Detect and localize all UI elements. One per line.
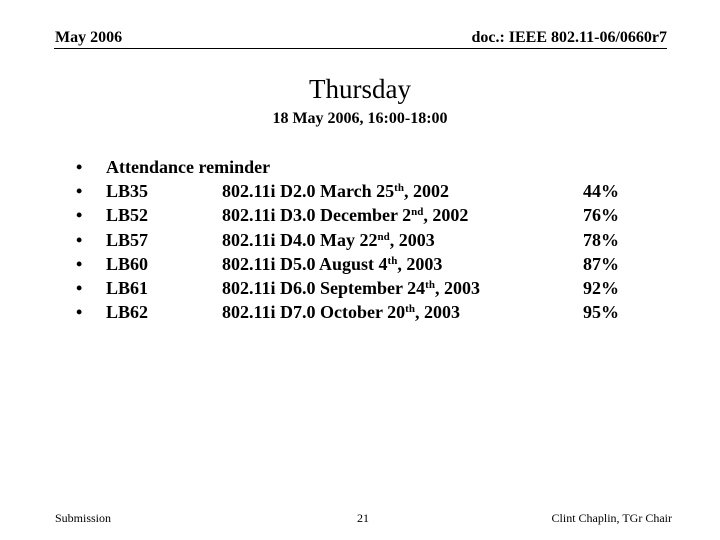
list-item-text: Attendance reminder bbox=[106, 157, 271, 177]
approval-percent: 76% bbox=[583, 205, 619, 226]
approval-percent: 78% bbox=[583, 229, 619, 250]
bullet-marker: • bbox=[76, 277, 83, 298]
footer-author: Clint Chaplin, TGr Chair bbox=[551, 511, 672, 525]
bullet-marker: • bbox=[76, 302, 83, 323]
approval-percent: 87% bbox=[583, 253, 619, 274]
bullet-marker: • bbox=[76, 253, 83, 274]
ballot-name: LB57 bbox=[106, 229, 149, 250]
bullet-marker: • bbox=[76, 157, 83, 177]
bullet-marker: • bbox=[76, 181, 83, 202]
header-date: May 2006 bbox=[55, 29, 123, 46]
footer-submission: Submission bbox=[55, 511, 112, 525]
page-number: 21 bbox=[357, 511, 369, 525]
approval-percent: 95% bbox=[583, 302, 619, 323]
list-item bbox=[76, 228, 676, 252]
ballot-name: LB60 bbox=[106, 253, 149, 274]
approval-percent: 92% bbox=[583, 277, 619, 298]
slide-title: Thursday bbox=[309, 74, 411, 104]
ballot-name: LB62 bbox=[106, 302, 149, 323]
header-rule bbox=[54, 48, 667, 49]
list-item bbox=[76, 155, 676, 179]
header-doc-id: doc.: IEEE 802.11-06/0660r7 bbox=[471, 29, 667, 46]
list-item bbox=[76, 300, 676, 324]
approval-percent: 44% bbox=[583, 181, 619, 202]
ballot-name: LB61 bbox=[106, 277, 149, 298]
bullet-marker: • bbox=[76, 229, 83, 250]
list-item bbox=[76, 203, 676, 227]
slide-subtitle: 18 May 2006, 16:00-18:00 bbox=[272, 110, 448, 127]
draft-info: 802.11i D7.0 October 20th, 2003 bbox=[222, 302, 460, 323]
draft-info: 802.11i D3.0 December 2nd, 2002 bbox=[222, 205, 469, 226]
list-item bbox=[76, 276, 676, 300]
draft-info: 802.11i D4.0 May 22nd, 2003 bbox=[222, 229, 435, 250]
bullet-marker: • bbox=[76, 205, 83, 226]
draft-info: 802.11i D5.0 August 4th, 2003 bbox=[222, 253, 443, 274]
draft-info: 802.11i D6.0 September 24th, 2003 bbox=[222, 277, 480, 298]
bullet-list bbox=[76, 155, 676, 324]
ballot-name: LB52 bbox=[106, 205, 149, 226]
list-item bbox=[76, 252, 676, 276]
draft-info: 802.11i D2.0 March 25th, 2002 bbox=[222, 181, 449, 202]
ballot-name: LB35 bbox=[106, 181, 149, 202]
list-item bbox=[76, 179, 676, 203]
